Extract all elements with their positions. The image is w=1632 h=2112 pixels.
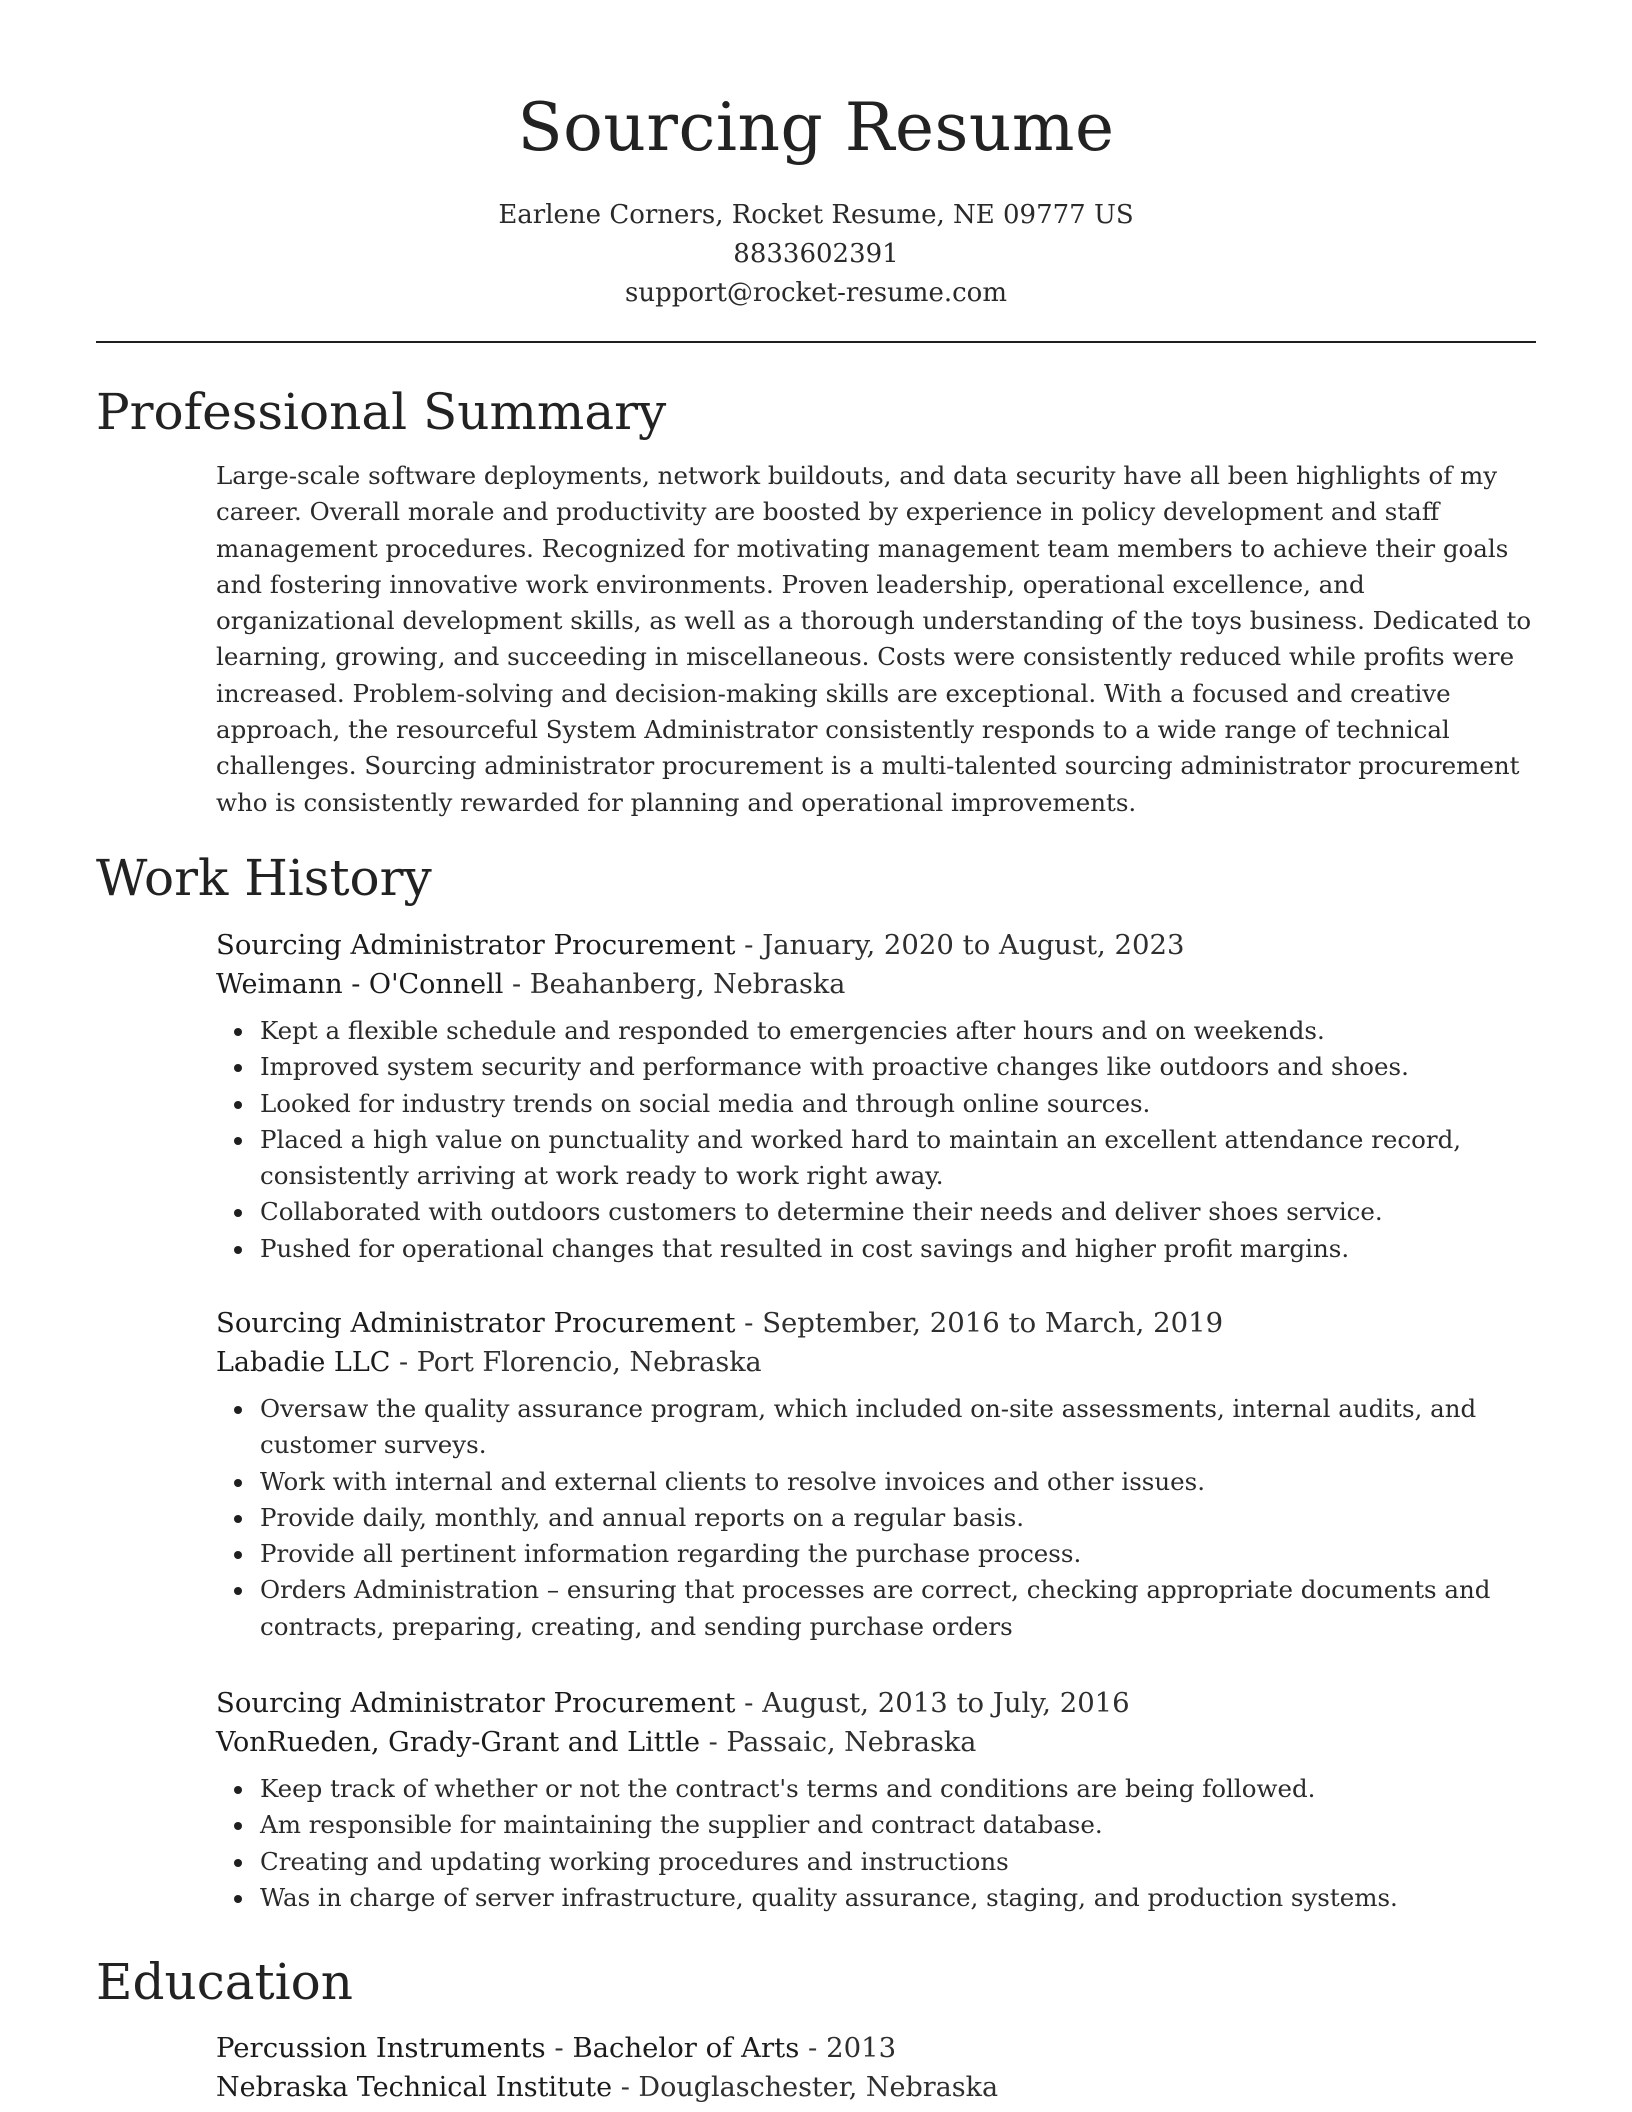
job-entry — [216, 1683, 1536, 1916]
education-location: Douglaschester, Nebraska — [638, 2072, 999, 2103]
job-company-line — [216, 1343, 1536, 1383]
bullet-item: Collaborated with outdoors customers to determine their needs and deliver shoes service. — [260, 1194, 1536, 1230]
job-bullets — [216, 1013, 1536, 1267]
education-field: Percussion Instruments — [216, 2032, 546, 2064]
education-degree-line — [216, 2028, 1536, 2068]
bullet-item: Provide daily, monthly, and annual reports on a regular basis. — [260, 1500, 1536, 1536]
job-dates: January, 2020 to August, 2023 — [762, 929, 1185, 961]
separator: - — [612, 2072, 639, 2103]
work-history-heading: Work History — [96, 849, 432, 907]
education-year: 2013 — [826, 2032, 897, 2064]
address: Earlene Corners, Rocket Resume, NE 09777 US — [498, 200, 1134, 230]
job-bullets — [216, 1771, 1536, 1916]
job-title: Sourcing Administrator Procurement — [216, 929, 736, 961]
job-dates: September, 2016 to March, 2019 — [762, 1307, 1224, 1339]
job-title-line — [216, 925, 1536, 965]
job-title: Sourcing Administrator Procurement — [216, 1307, 736, 1339]
contact-info — [0, 196, 1632, 313]
job-location: Passaic, Nebraska — [726, 1727, 977, 1758]
separator: - — [735, 1687, 763, 1719]
bullet-item: Was in charge of server infrastructure, quality assurance, staging, and production systems. — [260, 1880, 1536, 1916]
job-company-line — [216, 1723, 1536, 1763]
job-entry — [216, 1303, 1536, 1645]
bullet-item: Looked for industry trends on social media and through online sources. — [260, 1086, 1536, 1122]
bullet-item: Am responsible for maintaining the supplier and contract database. — [260, 1807, 1536, 1843]
email: support@rocket-resume.com — [624, 278, 1007, 308]
bullet-item: Provide all pertinent information regarding the purchase process. — [260, 1536, 1536, 1572]
bullet-item: Keep track of whether or not the contract's terms and conditions are being followed. — [260, 1771, 1536, 1807]
education-school: Nebraska Technical Institute — [216, 2072, 613, 2103]
job-location: Port Florencio, Nebraska — [416, 1347, 762, 1378]
resume-title: Sourcing Resume — [517, 89, 1115, 166]
job-company: VonRueden, Grady-Grant and Little — [216, 1727, 701, 1758]
job-company-line — [216, 965, 1536, 1005]
job-entry — [216, 925, 1536, 1267]
education-entry — [216, 2028, 1536, 2108]
summary-text: Large-scale software deployments, network buildouts, and data security have all been highlights of my career. Overall morale and productivity are boosted by experience in policy development and staff management procedures. Recognized for motivating management team members to achieve their goals and fostering innovative work environments. Proven leadership, operational excellence, and organizational development skills, as well as a thorough understanding of the toys business. Dedicated to learning, growing, and succeeding in miscellaneous. Costs were consistently reduced while profits were increased. Problem-solving and decision-making skills are exceptional. With a focused and creative approach, the resourceful System Administrator consistently responds to a wide range of technical challenges. Sourcing administrator procurement is a multi-talented sourcing administrator procurement who is consistently rewarded for planning and operational improvements. — [216, 461, 1532, 817]
separator: - — [735, 1307, 763, 1339]
bullet-item: Kept a flexible schedule and responded to emergencies after hours and on weekends. — [260, 1013, 1536, 1049]
bullet-item: Improved system security and performance with proactive changes like outdoors and shoes. — [260, 1049, 1536, 1085]
job-company: Weimann - O'Connell — [216, 969, 504, 1000]
header-divider — [96, 341, 1536, 343]
separator: - — [545, 2032, 573, 2064]
education-degree: Bachelor of Arts — [572, 2032, 800, 2064]
job-company: Labadie LLC — [216, 1347, 391, 1378]
bullet-item: Work with internal and external clients to resolve invoices and other issues. — [260, 1464, 1536, 1500]
bullet-item: Pushed for operational changes that resulted in cost savings and higher profit margins. — [260, 1231, 1536, 1267]
bullet-item: Oversaw the quality assurance program, which included on-site assessments, internal audits, and customer surveys. — [260, 1391, 1536, 1464]
education-heading: Education — [96, 1953, 353, 2011]
job-bullets — [216, 1391, 1536, 1645]
summary-heading: Professional Summary — [96, 383, 667, 441]
bullet-item: Placed a high value on punctuality and worked hard to maintain an excellent attendance record, consistently arriving at work ready to work right away. — [260, 1122, 1536, 1195]
separator: - — [390, 1347, 417, 1378]
bullet-item: Orders Administration – ensuring that processes are correct, checking appropriate documents and contracts, preparing, creating, and sending purchase orders — [260, 1572, 1536, 1645]
job-location: Beahanberg, Nebraska — [529, 969, 846, 1000]
job-dates: August, 2013 to July, 2016 — [762, 1687, 1130, 1719]
job-title-line — [216, 1303, 1536, 1343]
resume-header — [0, 86, 1632, 313]
separator: - — [700, 1727, 727, 1758]
separator: - — [735, 929, 763, 961]
job-title: Sourcing Administrator Procurement — [216, 1687, 736, 1719]
job-title-line — [216, 1683, 1536, 1723]
summary-section — [216, 458, 1536, 821]
education-school-line — [216, 2068, 1536, 2108]
bullet-item: Creating and updating working procedures and instructions — [260, 1844, 1536, 1880]
separator: - — [503, 969, 530, 1000]
phone: 8833602391 — [733, 239, 899, 269]
separator: - — [799, 2032, 827, 2064]
